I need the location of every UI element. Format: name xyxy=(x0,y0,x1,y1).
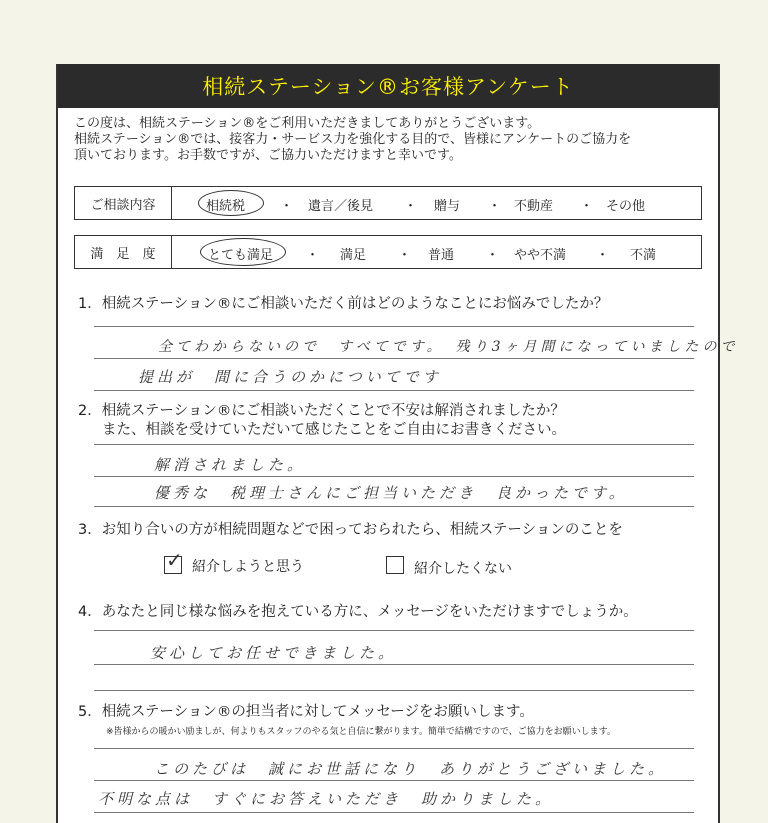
survey-sheet xyxy=(56,64,739,823)
consult-options xyxy=(172,187,701,219)
q5-answer-line-1: このたびは 誠にお世話になり ありがとうございました。 xyxy=(154,760,668,778)
answer-line xyxy=(94,630,694,631)
consult-label: ご相談内容 xyxy=(75,187,172,219)
separator-dot: ・ xyxy=(486,248,500,263)
question-1: 1．相続ステーション®にご相談いただく前はどのようなことにお悩みでしたか？ xyxy=(78,296,609,312)
answer-line xyxy=(94,690,694,691)
separator-dot: ・ xyxy=(398,248,412,263)
consult-option-will[interactable]: 遺言／後見 xyxy=(308,199,374,214)
survey-title: 相続ステーション®お客様アンケート xyxy=(202,75,574,99)
separator-dot: ・ xyxy=(280,199,294,214)
q5-note: ※皆様からの暖かい励ましが、何よりもスタッフのやる気と自信に繋がります。簡単で結構ですので、ご協力をお願いします。 xyxy=(106,727,616,737)
answer-line xyxy=(94,390,694,391)
question-4: 4．あなたと同じ様な悩みを抱えている方に、メッセージをいただけますでしょうか。 xyxy=(78,604,638,620)
answer-line xyxy=(94,664,694,665)
q1-answer-line-2: 提出が 間に合うのかについてです xyxy=(138,368,442,386)
intro-line: 頂いております。お手数ですが、ご協力いただけますと幸いです。 xyxy=(74,148,462,163)
consult-option-inheritance-tax[interactable]: 相続税 xyxy=(206,199,246,214)
intro-text xyxy=(74,116,631,164)
checkbox-recommend-no[interactable] xyxy=(386,556,404,574)
answer-line xyxy=(94,748,694,749)
consult-option-other[interactable]: その他 xyxy=(606,199,646,214)
satisfaction-option-neutral[interactable]: 普通 xyxy=(428,248,455,263)
q2-answer-line-2: 優秀な 税理士さんにご担当いただき 良かったです。 xyxy=(154,484,628,502)
separator-dot: ・ xyxy=(404,199,418,214)
satisfaction-option-dissatisfied[interactable]: 不満 xyxy=(630,248,657,263)
separator-dot: ・ xyxy=(596,248,610,263)
separator-dot: ・ xyxy=(488,199,502,214)
question-2: 2．相続ステーション®にご相談いただくことで不安は解消されましたか？ xyxy=(78,403,565,419)
consult-option-gift[interactable]: 贈与 xyxy=(434,199,461,214)
intro-line: この度は、相続ステーション®をご利用いただきましてありがとうございます。 xyxy=(74,116,541,131)
satisfaction-label: 満 足 度 xyxy=(75,236,172,268)
recommend-yes-label: 紹介しようと思う xyxy=(192,559,304,575)
separator-dot: ・ xyxy=(306,248,320,263)
satisfaction-option-somewhat-dissatisfied[interactable]: やや不満 xyxy=(514,248,567,263)
consult-option-real-estate[interactable]: 不動産 xyxy=(514,199,554,214)
title-bar xyxy=(58,64,718,108)
question-3: 3．お知り合いの方が相続問題などで困っておられたら、相続ステーションのことを xyxy=(78,522,623,538)
consult-row xyxy=(74,186,702,220)
satisfaction-option-very-satisfied[interactable]: とても満足 xyxy=(208,248,274,263)
q5-answer-line-2: 不明な点は すぐにお答えいただき 助かりました。 xyxy=(98,790,555,808)
question-5: 5．相続ステーション®の担当者に対してメッセージをお願いします。 xyxy=(78,704,534,720)
answer-line xyxy=(94,780,694,781)
answer-line xyxy=(94,812,694,813)
answer-line xyxy=(94,326,694,327)
q2-answer-line-1: 解消されました。 xyxy=(154,456,307,474)
answer-line xyxy=(94,358,694,359)
intro-line: 相続ステーション®では、接客力・サービス力を強化する目的で、皆様にアンケートのご協力を xyxy=(74,132,632,147)
recommend-no-label: 紹介したくない xyxy=(414,561,512,577)
satisfaction-option-satisfied[interactable]: 満足 xyxy=(340,248,367,263)
check-mark-icon: ✓ xyxy=(166,548,183,572)
q4-answer-line-1: 安心してお任せできました。 xyxy=(150,644,398,662)
answer-line xyxy=(94,506,694,507)
separator-dot: ・ xyxy=(580,199,594,214)
answer-line xyxy=(94,476,694,477)
answer-line xyxy=(94,444,694,445)
satisfaction-row xyxy=(74,235,702,269)
q1-answer-line-1: 全てわからないので すべてです。 残り3ヶ月間になっていましたので xyxy=(158,339,739,355)
satisfaction-options xyxy=(172,236,701,268)
question-2-sub: また、相談を受けていただいて感じたことをご自由にお書きください。 xyxy=(102,422,566,438)
